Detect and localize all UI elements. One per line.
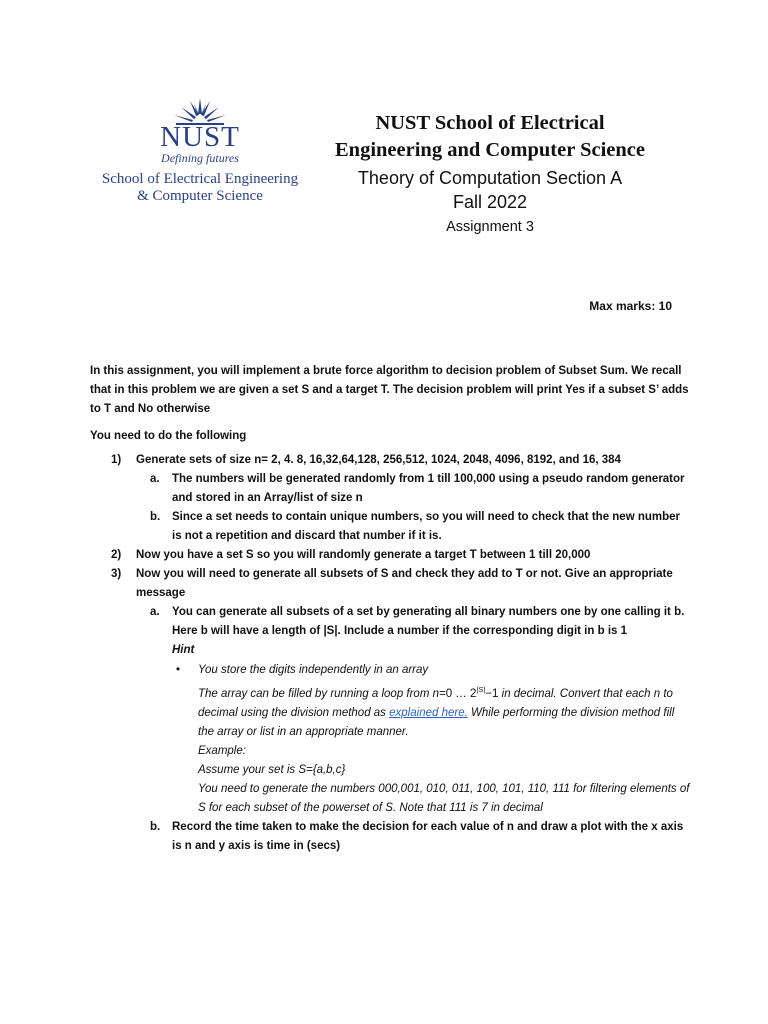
- hint-array-text-end: While performing the division method fill the array or list in an appropriate manner.: [198, 706, 675, 738]
- subitem-text: Record the time taken to make the decision for each value of n and draw a plot with the x axis is n and y axis is time in (secs): [172, 820, 684, 852]
- course-title: Theory of Computation Section A: [357, 168, 623, 188]
- subitem-letter: b.: [150, 820, 161, 833]
- hint-array-text: The array can be filled by running a loop from n=: [198, 687, 446, 700]
- title-block: [310, 110, 670, 238]
- list-item: [90, 546, 690, 565]
- bullet-icon: •: [176, 664, 181, 676]
- logo-wordmark: NUST: [160, 121, 240, 153]
- hint-block: [172, 661, 690, 818]
- hint-bullet: [176, 661, 690, 680]
- school-title-line2: Engineering and Computer Science: [335, 139, 645, 161]
- subitem-text: You can generate all subsets of a set by generating all binary numbers one by one calling it b. Here b will have a length of |S|. Include a number if the corresponding digit in b is 1: [172, 606, 685, 637]
- assignment-body: [90, 362, 690, 856]
- nust-logo: [100, 96, 300, 205]
- range-tail: −1: [485, 687, 499, 700]
- assignment-title: [310, 216, 670, 238]
- subitem-text: Since a set needs to contain unique numbers, so you will need to check that the new number is not a repetition and discard that number if it is.: [172, 511, 681, 542]
- item-number: 2): [111, 549, 122, 561]
- hint-label: Hint: [172, 644, 195, 656]
- hint-array-paragraph: [198, 680, 690, 742]
- subtask-list: [136, 603, 690, 856]
- list-item: [90, 451, 690, 546]
- assignment-number: 3: [525, 219, 534, 235]
- list-item: [136, 818, 690, 856]
- hint-bullet-text: You store the digits independently in an array: [198, 664, 429, 676]
- subtask-list: [136, 470, 690, 546]
- subitem-letter: a.: [150, 606, 160, 618]
- subitem-letter: a.: [150, 473, 160, 485]
- logo-tagline: Defining futures: [161, 151, 239, 165]
- assignment-label: Assignment: [446, 219, 522, 235]
- list-item: [136, 508, 690, 546]
- subitem-letter: b.: [150, 511, 161, 523]
- list-item: [90, 565, 690, 856]
- subitem-text: The numbers will be generated randomly from 1 till 100,000 using a pseudo random generator and stored in an Array/list of size n: [172, 473, 685, 504]
- example-set: Assume your set is S={a,b,c}: [198, 763, 346, 776]
- item-number: 1): [111, 454, 122, 466]
- explained-here-link[interactable]: explained here.: [389, 706, 468, 719]
- school-title-line1: NUST School of Electrical: [375, 112, 605, 134]
- item-text: Generate sets of size n= 2, 4. 8, 16,32,64,128, 256,512, 1024, 2048, 4096, 8192, and 16, 384: [136, 454, 621, 466]
- logo-school-line2: & Computer Science: [137, 188, 263, 204]
- example-label: Example:: [198, 744, 246, 757]
- hint-array-text-continued: in decimal. Convert that each n to decimal using the division method as: [198, 687, 673, 719]
- item-text: Now you have a set S so you will randomly generate a target T between 1 till 20,000: [136, 549, 591, 561]
- example-text: You need to generate the numbers 000,001, 010, 011, 100, 101, 110, 111 for filtering elements of S for each subset of the powerset of S. Note that 111 is 7 in decimal: [198, 782, 690, 814]
- instructions-heading: You need to do the following: [90, 430, 247, 442]
- intro-paragraph: In this assignment, you will implement a brute force algorithm to decision problem of Subset Sum. We recall that in this problem we are given a set S and a target T. The decision problem will print Yes if a subset S’ adds to T and No otherwise: [90, 365, 689, 415]
- list-item: [136, 470, 690, 508]
- item-text: Now you will need to generate all subsets of S and check they add to T or not. Give an appropriate message: [136, 568, 673, 599]
- range-expression: 0 … 2: [445, 687, 477, 700]
- task-list: [90, 451, 690, 856]
- max-marks: Max marks: 10: [589, 299, 672, 313]
- term-title: Fall 2022: [452, 192, 528, 212]
- item-number: 3): [111, 568, 122, 580]
- range-exponent: |S|: [476, 685, 486, 694]
- logo-school-line1: School of Electrical Engineering: [101, 171, 299, 187]
- list-item: [136, 603, 690, 818]
